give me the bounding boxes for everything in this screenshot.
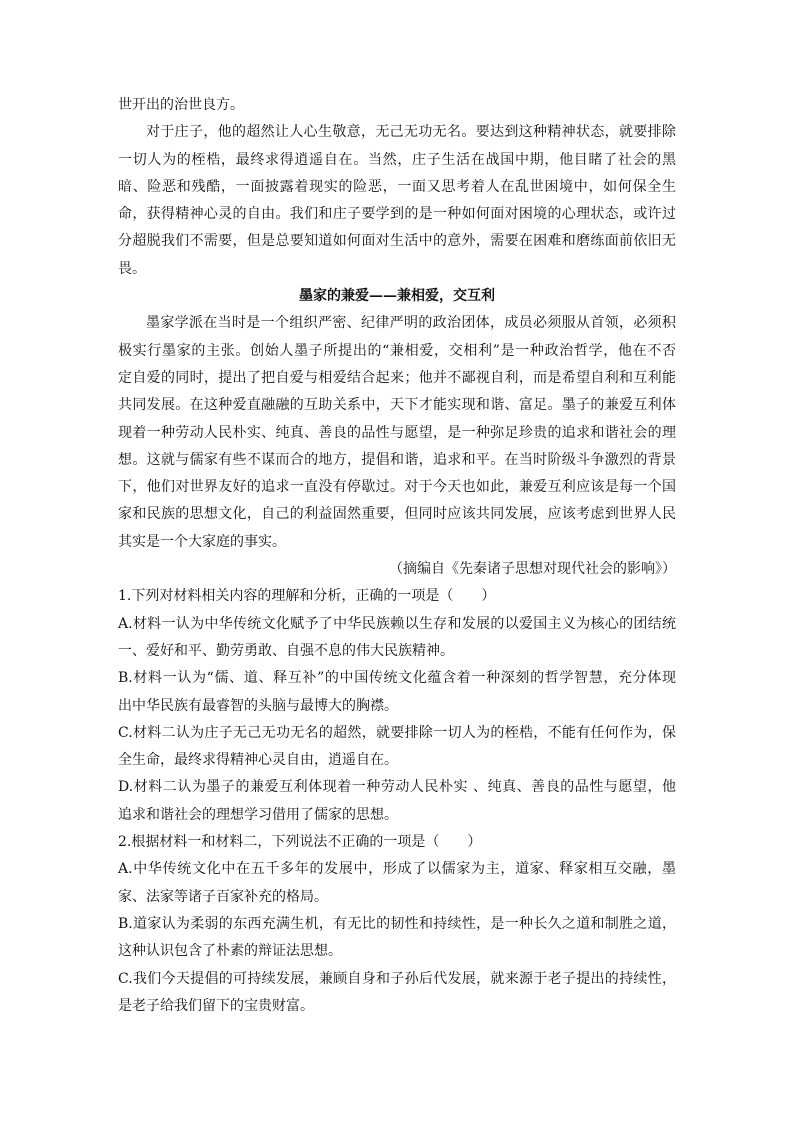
answer-option-c-cont: 全生命，最终求得精神心灵自由，逍遥自在。 <box>118 752 398 769</box>
answer-option-c: C.材料二认为庄子无己无功无名的超然，就要排除一切人为的桎梏，不能有任何作为，保 <box>118 724 676 741</box>
passage-line: 其实是一个大家庭的事实。 <box>118 533 286 550</box>
question-stem: 2.根据材料一和材料二，下列说法不正确的一项是（ ） <box>118 834 482 851</box>
answer-option-a: A.材料一认为中华传统文化赋予了中华民族赖以生存和发展的以爱国主义为核心的团结统 <box>118 615 676 632</box>
answer-option-a: A.中华传统文化中在五千多年的发展中，形成了以儒家为主，道家、释家相互交融，墨 <box>118 861 676 878</box>
passage-line: 家和民族的思想文化，自己的利益固然重要，但同时应该共同发展，应该考虑到世界人民 <box>118 506 676 523</box>
passage-line: 墨家学派在当时是一个组织严密、纪律严明的政治团体，成员必须服从首领，必须积 <box>146 315 676 332</box>
source-citation: （摘编自《先秦诸子思想对现代社会的影响》） <box>389 561 676 578</box>
passage-line: 对于庄子，他的超然让人心生敬意，无己无功无名。要达到这种精神状态，就要排除 <box>146 124 676 141</box>
answer-option-b-cont: 这种认识包含了朴素的辩证法思想。 <box>118 943 342 960</box>
answer-option-b-cont: 出中华民族有最睿智的头脑与最博大的胸襟。 <box>118 697 398 714</box>
passage-line: 下，他们对世界友好的追求一直没有停歇过。对于今天也如此，兼爱互利应该是每一个国 <box>118 479 676 496</box>
answer-option-b: B.道家认为柔弱的东西充满生机，有无比的韧性和持续性，是一种长久之道和制胜之道， <box>118 915 676 932</box>
passage-line: 暗、险恶和残酷，一面披露着现实的险恶，一面又思考着人在乱世困境中，如何保全生 <box>118 178 676 195</box>
answer-option-c-cont: 是老子给我们留下的宝贵财富。 <box>118 997 314 1014</box>
answer-option-d: D.材料二认为墨子的兼爱互利体现着一种劳动人民朴实 、纯真、善良的品性与愿望，他 <box>118 779 676 796</box>
answer-option-d-cont: 追求和谐社会的理想学习借用了儒家的思想。 <box>118 806 398 823</box>
passage-line: 想。这就与儒家有些不谋而合的地方，提倡和谐，追求和平。在当时阶级斗争激烈的背景 <box>118 451 676 468</box>
answer-option-a-cont: 一、爱好和平、勤劳勇敢、自强不息的伟大民族精神。 <box>118 642 454 659</box>
answer-option-b: B.材料一认为“儒、道、释互补”的中国传统文化蕴含着一种深刻的哲学智慧，充分体现 <box>118 670 676 687</box>
passage-line: 共同发展。在这种爱直融融的互助关系中，天下才能实现和谐、富足。墨子的兼爱互利体 <box>118 397 676 414</box>
passage-line: 分超脱我们不需要，但是总要知道如何面对生活中的意外，需要在困难和磨练面前依旧无 <box>118 233 676 250</box>
passage-line: 命，获得精神心灵的自由。我们和庄子要学到的是一种如何面对困境的心理状态，或许过 <box>118 206 676 223</box>
section-heading: 墨家的兼爱——兼相爱，交互利 <box>299 288 495 305</box>
document-page <box>118 92 676 1020</box>
passage-line: 现着一种劳动人民朴实、纯真、善良的品性与愿望，是一种弥足珍贵的追求和谐社会的理 <box>118 424 676 441</box>
passage-line: 极实行墨家的主张。创始人墨子所提出的“兼相爱，交相利”是一种政治哲学，他在不否 <box>118 342 676 359</box>
passage-line: 一切人为的桎梏，最终求得逍遥自在。当然，庄子生活在战国中期，他目睹了社会的黑 <box>118 151 676 168</box>
passage-line: 定自爱的同时，提出了把自爱与相爱结合起来；他并不鄙视自利，而是希望自利和互利能 <box>118 369 676 386</box>
passage-line: 世开出的治世良方。 <box>118 97 244 113</box>
passage-line: 畏。 <box>118 260 146 277</box>
answer-option-a-cont: 家、法家等诸子百家补充的格局。 <box>118 888 328 905</box>
question-stem: 1.下列对材料相关内容的理解和分析，正确的一项是（ ） <box>118 588 496 605</box>
answer-option-c: C.我们今天提倡的可持续发展，兼顾自身和子孙后代发展，就来源于老子提出的持续性， <box>118 970 676 987</box>
